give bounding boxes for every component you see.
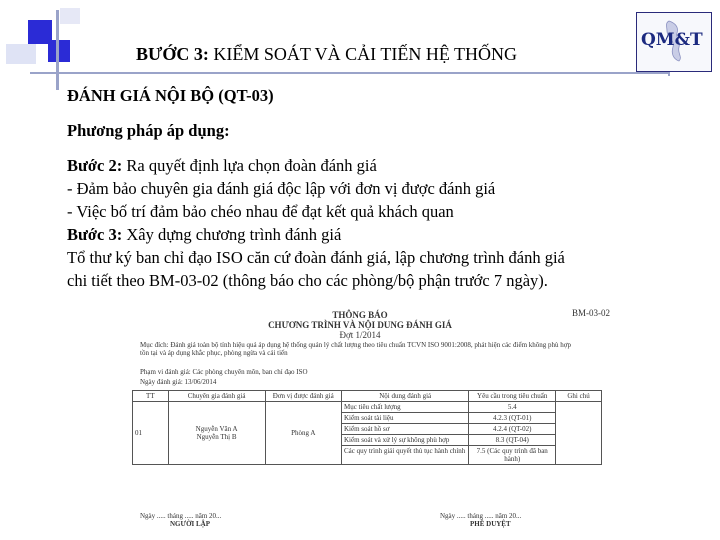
col-header: Ghi chú <box>556 391 602 402</box>
audit-table <box>132 390 602 465</box>
doc-title-3: Đợt 1/2014 <box>339 330 381 340</box>
title-text: KIỂM SOÁT VÀ CẢI TIẾN HỆ THỐNG <box>208 44 517 64</box>
footer-left <box>140 512 221 528</box>
content-cell: Mục tiêu chất lượng <box>341 402 468 413</box>
step2-line <box>67 154 707 177</box>
step3-text: Xây dựng chương trình đánh giá <box>122 225 342 244</box>
footer-right <box>440 512 521 528</box>
unit-cell: Phòng A <box>265 402 341 465</box>
title-prefix: BƯỚC 3: <box>136 44 209 64</box>
req-cell: 8.3 (QT-04) <box>469 435 556 446</box>
title-underline <box>30 72 670 74</box>
step2-label: Bước 2: <box>67 156 123 175</box>
row-number: 01 <box>133 402 169 465</box>
content-cell: Kiểm soát và xử lý sự không phù hợp <box>341 435 468 446</box>
form-code: BM-03-02 <box>572 308 610 318</box>
logo-text: QM&T <box>641 30 703 50</box>
step2-text: Ra quyết định lựa chọn đoàn đánh giá <box>122 156 377 175</box>
table-header <box>133 391 602 402</box>
footer-date: Ngày ..... tháng ..... năm 20... <box>440 512 522 520</box>
table-row <box>133 402 602 413</box>
slide-title <box>136 44 517 65</box>
decor-square <box>48 40 70 62</box>
step3-line <box>67 223 707 246</box>
content-cell: Các quy trình giải quyết thủ tục hành chính <box>341 446 468 465</box>
paragraph-line: Tổ thư ký ban chỉ đạo ISO căn cứ đoàn đánh giá, lập chương trình đánh giá <box>67 248 565 267</box>
decor-line <box>56 10 59 90</box>
doc-scope: Phạm vi đánh giá: Các phòng chuyên môn, ban chỉ đạo ISO <box>140 368 308 376</box>
method-heading: Phương pháp áp dụng: <box>67 121 230 140</box>
content-cell: Kiểm soát tài liệu <box>341 413 468 424</box>
paragraph-line: chi tiết theo BM-03-02 (thông báo cho các phòng/bộ phận trước 7 ngày). <box>67 271 548 290</box>
doc-title-1: THÔNG BÁO <box>332 310 388 320</box>
col-header: Đơn vị được đánh giá <box>265 391 341 402</box>
doc-title-2: CHƯƠNG TRÌNH VÀ NỘI DUNG ĐÁNH GIÁ <box>268 320 452 330</box>
col-header: Yêu cầu trong tiêu chuẩn <box>469 391 556 402</box>
company-logo <box>636 12 712 72</box>
content-cell: Kiểm soát hồ sơ <box>341 424 468 435</box>
req-cell: 4.2.3 (QT-01) <box>469 413 556 424</box>
slide-content <box>67 84 707 292</box>
decor-square <box>60 8 80 24</box>
req-cell: 7.5 (Các quy trình đã ban hành) <box>469 446 556 465</box>
note-cell <box>556 402 602 465</box>
bullet-line: - Việc bố trí đảm bảo chéo nhau để đạt kết quả khách quan <box>67 202 454 221</box>
footer-sign: NGƯỜI LẬP <box>170 520 210 528</box>
doc-purpose: Mục đích: Đánh giá toàn bộ tính hiệu quả áp dụng hệ thống quản lý chất lượng theo tiêu chuẩn TCVN ISO 9001:2008, phát hiện các điểm không phù hợp tồn tại và áp dụng khắc phục, phòng ngừa và cải tiến <box>140 341 571 357</box>
col-header: Nội dung đánh giá <box>341 391 468 402</box>
auditor-name: Nguyễn Văn A <box>195 425 238 433</box>
decor-square <box>6 44 36 64</box>
col-header: Chuyên gia đánh giá <box>168 391 265 402</box>
doc-date: Ngày đánh giá: 13/06/2014 <box>140 378 217 386</box>
req-cell: 4.2.4 (QT-02) <box>469 424 556 435</box>
footer-date: Ngày ..... tháng ..... năm 20... <box>140 512 222 520</box>
auditors-cell <box>168 402 265 465</box>
notice-document-image <box>135 308 610 530</box>
bullet-line: - Đảm bảo chuyên gia đánh giá độc lập với đơn vị được đánh giá <box>67 179 496 198</box>
footer-sign: PHÊ DUYỆT <box>470 520 511 528</box>
auditor-name: Nguyễn Thị B <box>196 433 237 441</box>
req-cell: 5.4 <box>469 402 556 413</box>
col-header: TT <box>133 391 169 402</box>
section-heading: ĐÁNH GIÁ NỘI BỘ (QT-03) <box>67 86 274 105</box>
step3-label: Bước 3: <box>67 225 123 244</box>
